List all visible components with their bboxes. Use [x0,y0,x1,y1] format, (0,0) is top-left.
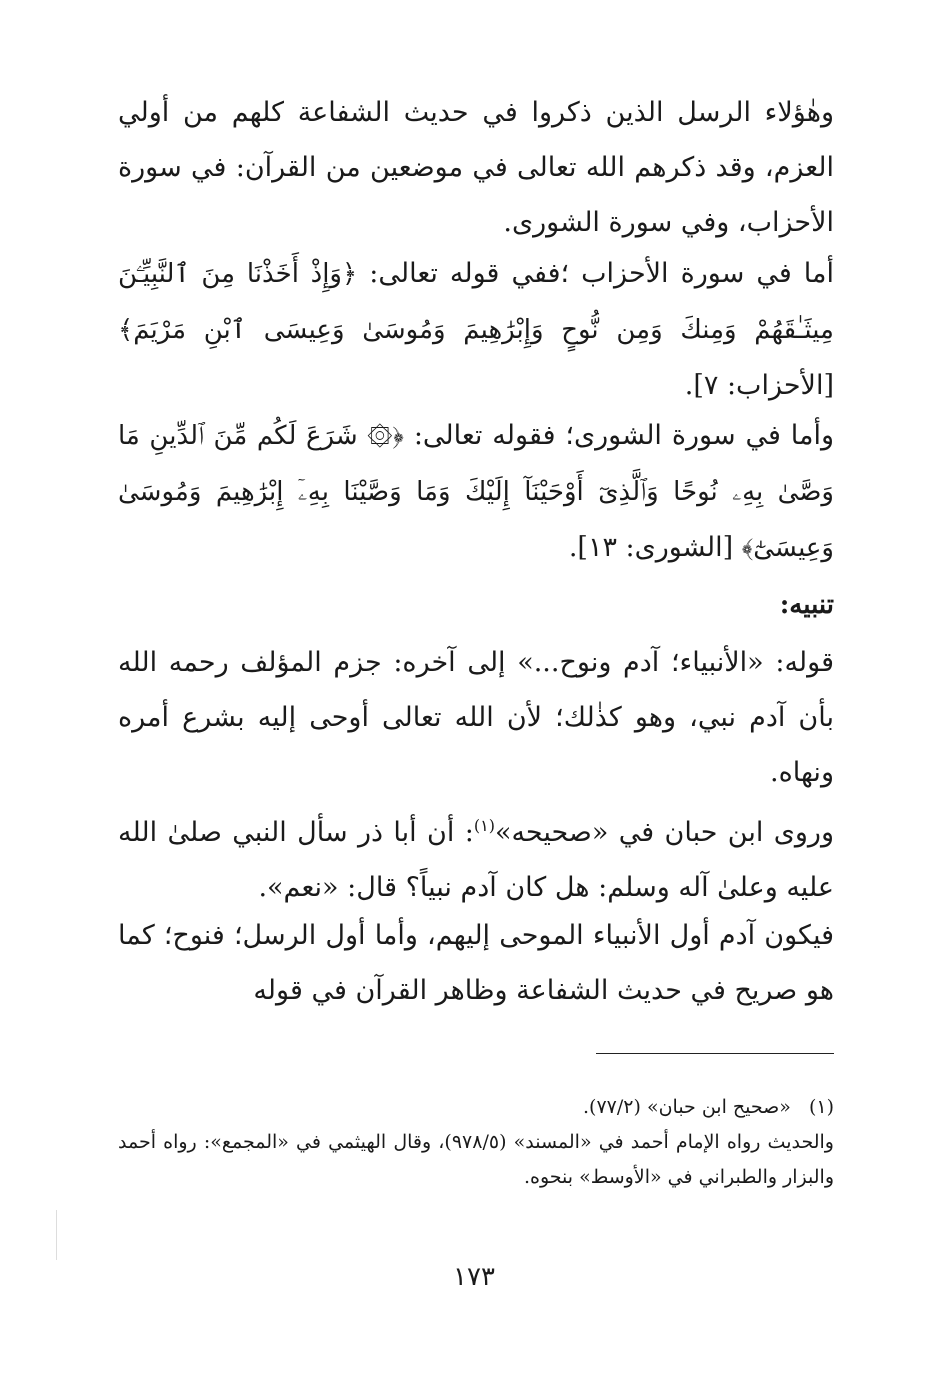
verse-reference-ahzab: [الأحزاب: ٧]. [684,370,834,401]
section-heading: تنبيه: [779,590,834,620]
paragraph-6: فيكون آدم أول الأنبياء الموحى إليهم، وأما أول الرسل؛ فنوح؛ كما هو صريح في حديث الشفاعة وظاهر القرآن في قوله [118,920,834,1006]
footnote-number: (١) [808,1096,834,1118]
paragraph-5-rest: : أن أبا ذر سأل النبي صلىٰ الله عليه وعلىٰ آله وسلم: هل كان آدم نبياً؟ قال: «نعم». [118,817,834,903]
footnote-1-continuation: والحديث رواه الإمام أحمد في «المسند» (٩٧٨/٥)، وقال الهيثمي في «المجمع»: رواه أحمد والبزار والطبراني في «الأوسط» بنحوه. [118,1131,834,1188]
paragraph-3-intro: وأما في سورة الشورى؛ فقوله تعالى: [403,420,834,451]
footnote-divider [596,1053,834,1054]
paragraph-1: وهٰؤلاء الرسل الذين ذكروا في حديث الشفاعة كلهم من أولي العزم، وقد ذكرهم الله تعالى في موضعين من القرآن: في سورة الأحزاب، وفي سورة الشورى. [118,97,834,238]
paragraph-5-start: وروى ابن حبان في «صحيحه» [494,817,834,848]
paragraph-2-intro: أما في سورة الأحزاب ؛ففي قوله تعالى: [357,258,834,289]
scan-edge-mark [56,1210,57,1260]
footnote-marker: (١) [473,816,495,835]
paragraph-5 [118,798,834,915]
quran-verse-ahzab: ﴿وَإِذْ أَخَذْنَا مِنَ ٱلنَّبِيِّـۧنَ مِيثَـٰقَهُمْ وَمِنكَ وَمِن نُّوحٍ وَإِبْرَٰهِيمَ وَمُوسَىٰ وَعِيسَى ٱبْنِ مَرْيَمَ﴾ [118,259,834,345]
paragraph-4: قوله: «الأنبياء؛ آدم ونوح...» إلى آخره: جزم المؤلف رحمه الله بأن آدم نبي، وهو كذٰلك؛ لأن الله تعالى أوحى إليه بشرع أمره ونهاه. [118,647,834,788]
quran-verse-shura: ﴿۞ شَرَعَ لَكُم مِّنَ ٱلدِّينِ مَا وَصَّىٰ بِهِۦ نُوحًا وَٱلَّذِىٓ أَوْحَيْنَآ إِلَيْكَ وَمَا وَصَّيْنَا بِهِۦٓ إِبْرَٰهِيمَ وَمُوسَىٰ وَعِيسَىٰٓ﴾ [118,421,834,563]
paragraph-3 [118,408,834,576]
paragraph-2 [118,246,834,413]
footnotes [118,1090,834,1195]
verse-reference-shura: [الشورى: ١٣]. [568,532,742,563]
footnote-1 [118,1090,834,1125]
page-number: ١٧٣ [453,1262,495,1292]
footnote-1-text: «صحيح ابن حبان» (٧٧/٢). [583,1096,791,1118]
